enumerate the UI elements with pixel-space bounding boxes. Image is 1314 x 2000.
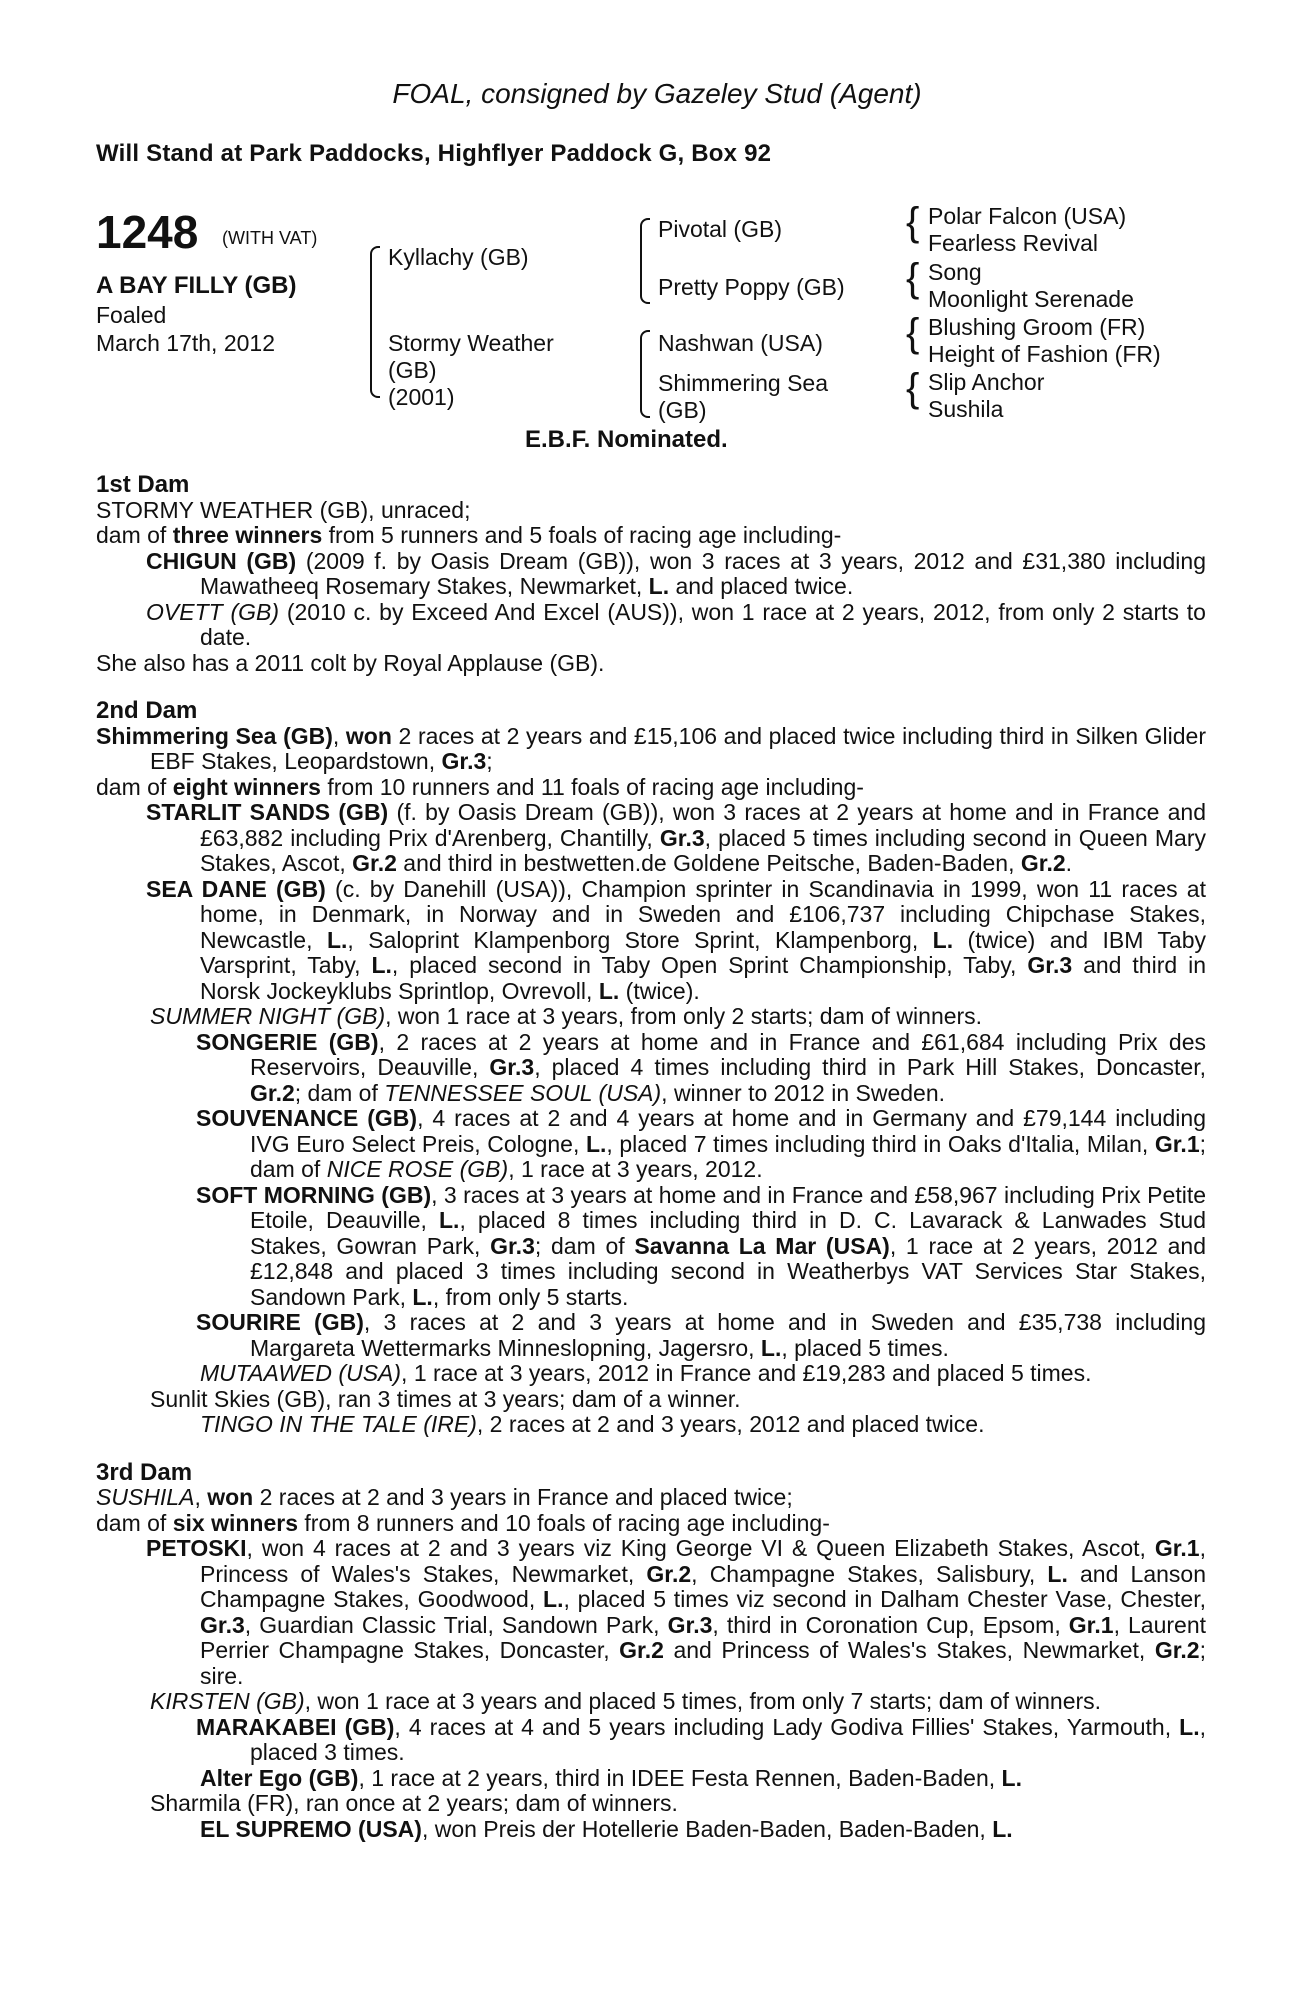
pedigree-sds: Song: [928, 259, 982, 285]
pedigree-dam-origin: (GB): [388, 357, 437, 383]
pedigree-brace: {: [906, 200, 920, 244]
consignor-line: FOAL, consigned by Gazeley Stud (Agent): [392, 78, 922, 109]
lot-number: 1248: [96, 206, 199, 258]
produce-entry: MARAKABEI (GB), 4 races at 4 and 5 years including Lady Godiva Fillies' Stakes, Yarmouth, L., placed 3 times.: [196, 1713, 1206, 1765]
pedigree-brace: {: [906, 366, 920, 410]
produce-entry: Sunlit Skies (GB), ran 3 times at 3 years; dam of a winner.: [150, 1385, 741, 1412]
pedigree-dam-dam: Shimmering Sea: [658, 370, 829, 396]
produce-entry: PETOSKI, won 4 races at 2 and 3 years viz King George VI & Queen Elizabeth Stakes, Ascot, Gr.1, Princess of Wales's Stakes, Newmarket, Gr.2, Champagne Stakes, Salisbury, L. and Lanson Champagne Stakes, Goodwood, L., placed 5 times viz second in Dalham Chester Vase, Chester, Gr.3, Guardian Classic Trial, Sandown Park, Gr.3, third in Coronation Cup, Epsom, Gr.1, Laurent Perrier Champagne Stakes, Doncaster, Gr.2 and Princess of Wales's Stakes, Newmarket, Gr.2; sire.: [146, 1535, 1207, 1689]
first-dam: STORMY WEATHER (GB), unraced;: [96, 496, 471, 523]
produce-record: [96, 472, 1206, 1842]
second-dam: Shimmering Sea (GB), won 2 races at 2 years and £15,106 and placed twice including third in Silken Glider EBF Stakes, Leopardstown, Gr.3;: [96, 722, 1207, 774]
produce-entry: SEA DANE (GB) (c. by Danehill (USA)), Champion sprinter in Scandinavia in 1999, won 11 races at home, in Denmark, in Norway and in Sweden and £106,737 including Chipchase Stakes, Newcastle, L., Saloprint Klampenborg Store Sprint, Klampenborg, L. (twice) and IBM Taby Varsprint, Taby, L., placed second in Taby Open Sprint Championship, Taby, Gr.3 and third in Norsk Jockeyklubs Sprintlop, Ovrevoll, L. (twice).: [146, 875, 1207, 1004]
foaled-label: Foaled: [96, 302, 167, 328]
third-dam: SUSHILA, won 2 races at 2 and 3 years in France and placed twice;: [96, 1484, 793, 1510]
pedigree-brace: {: [906, 311, 920, 355]
produce-entry: STARLIT SANDS (GB) (f. by Oasis Dream (GB)), won 3 races at 2 years at home and in France and £63,882 including Prix d'Arenberg, Chantilly, Gr.3, placed 5 times including second in Queen Mary Stakes, Ascot, Gr.2 and third in bestwetten.de Goldene Peitsche, Baden-Baden, Gr.2.: [146, 799, 1206, 876]
pedigree-sire: Kyllachy (GB): [388, 244, 529, 270]
produce-entry: TINGO IN THE TALE (IRE), 2 races at 2 and 3 years, 2012 and placed twice.: [200, 1411, 985, 1437]
produce-entry: Alter Ego (GB), 1 race at 2 years, third in IDEE Festa Rennen, Baden-Baden, L.: [200, 1764, 1022, 1791]
pedigree-bracket: [640, 330, 650, 418]
produce-entry: MUTAAWED (USA), 1 race at 3 years, 2012 in France and £19,283 and placed 5 times.: [200, 1360, 1092, 1386]
pedigree-ssd: Fearless Revival: [928, 230, 1098, 256]
pedigree-dam-year: (2001): [388, 384, 455, 410]
foaled-date: March 17th, 2012: [96, 330, 276, 356]
pedigree-dsd: Height of Fashion (FR): [928, 341, 1161, 367]
pedigree-sdd: Moonlight Serenade: [928, 286, 1134, 312]
ebf-nomination: E.B.F. Nominated.: [525, 426, 728, 453]
second-dam-produce: dam of eight winners from 10 runners and 11 foals of racing age including-: [96, 773, 864, 800]
lot-description: A BAY FILLY (GB): [96, 272, 297, 299]
first-dam-note: She also has a 2011 colt by Royal Applause (GB).: [96, 649, 605, 676]
pedigree-brace: {: [906, 256, 920, 300]
pedigree-sire-dam: Pretty Poppy (GB): [658, 274, 845, 300]
third-dam-produce: dam of six winners from 8 runners and 10 foals of racing age including-: [96, 1509, 830, 1536]
pedigree-dam: Stormy Weather: [388, 330, 554, 356]
pedigree-dss: Blushing Groom (FR): [928, 314, 1146, 340]
pedigree-dds: Slip Anchor: [928, 369, 1045, 395]
pedigree-bracket: [370, 246, 380, 398]
produce-entry: Sharmila (FR), ran once at 2 years; dam of winners.: [150, 1790, 678, 1816]
vat-note: (WITH VAT): [222, 228, 318, 248]
produce-entry: EL SUPREMO (USA), won Preis der Hotellerie Baden-Baden, Baden-Baden, L.: [200, 1815, 1013, 1842]
pedigree-bracket: [640, 218, 650, 304]
produce-entry: SOURIRE (GB), 3 races at 2 and 3 years at home and in Sweden and £35,738 including Margareta Wettermarks Minneslopning, Jagersro, L., placed 5 times.: [196, 1309, 1206, 1361]
pedigree-sire-sire: Pivotal (GB): [658, 216, 782, 242]
produce-entry: CHIGUN (GB) (2009 f. by Oasis Dream (GB)), won 3 races at 3 years, 2012 and £31,380 including Mawatheeq Rosemary Stakes, Newmarket, L. and placed twice.: [146, 547, 1206, 599]
section-heading: 3rd Dam: [96, 1458, 193, 1486]
produce-entry: OVETT (GB) (2010 c. by Exceed And Excel (AUS)), won 1 race at 2 years, 2012, from only 2 starts to date.: [146, 598, 1206, 650]
produce-entry: KIRSTEN (GB), won 1 race at 3 years and placed 5 times, from only 7 starts; dam of winners.: [150, 1688, 1102, 1714]
pedigree-dam-dam-origin: (GB): [658, 397, 707, 423]
pedigree-dam-sire: Nashwan (USA): [658, 330, 823, 356]
stand-location: Will Stand at Park Paddocks, Highflyer Paddock G, Box 92: [96, 140, 772, 167]
section-heading: 1st Dam: [96, 471, 190, 498]
section-heading: 2nd Dam: [96, 697, 198, 724]
pedigree-ddd: Sushila: [928, 396, 1004, 422]
pedigree-sss: Polar Falcon (USA): [928, 203, 1127, 229]
produce-entry: SOUVENANCE (GB), 4 races at 2 and 4 years at home and in Germany and £79,144 including IVG Euro Select Preis, Cologne, L., placed 7 times including third in Oaks d'Italia, Milan, Gr.1; dam of NICE ROSE (GB), 1 race at 3 years, 2012.: [196, 1105, 1207, 1182]
produce-entry: SOFT MORNING (GB), 3 races at 3 years at home and in France and £58,967 including Prix Petite Etoile, Deauville, L., placed 8 times including third in D. C. Lavarack & Lanwades Stud Stakes, Gowran Park, Gr.3; dam of Savanna La Mar (USA), 1 race at 2 years, 2012 and £12,848 and placed 3 times including second in Weatherbys VAT Services Star Stakes, Sandown Park, L., from only 5 starts.: [196, 1181, 1206, 1310]
produce-entry: SONGERIE (GB), 2 races at 2 years at home and in France and £61,684 including Prix des Reservoirs, Deauville, Gr.3, placed 4 times including third in Park Hill Stakes, Doncaster, Gr.2; dam of TENNESSEE SOUL (USA), winner to 2012 in Sweden.: [196, 1028, 1206, 1106]
first-dam-produce: dam of three winners from 5 runners and 5 foals of racing age including-: [96, 522, 842, 548]
produce-entry: SUMMER NIGHT (GB), won 1 race at 3 years, from only 2 starts; dam of winners.: [150, 1003, 983, 1029]
